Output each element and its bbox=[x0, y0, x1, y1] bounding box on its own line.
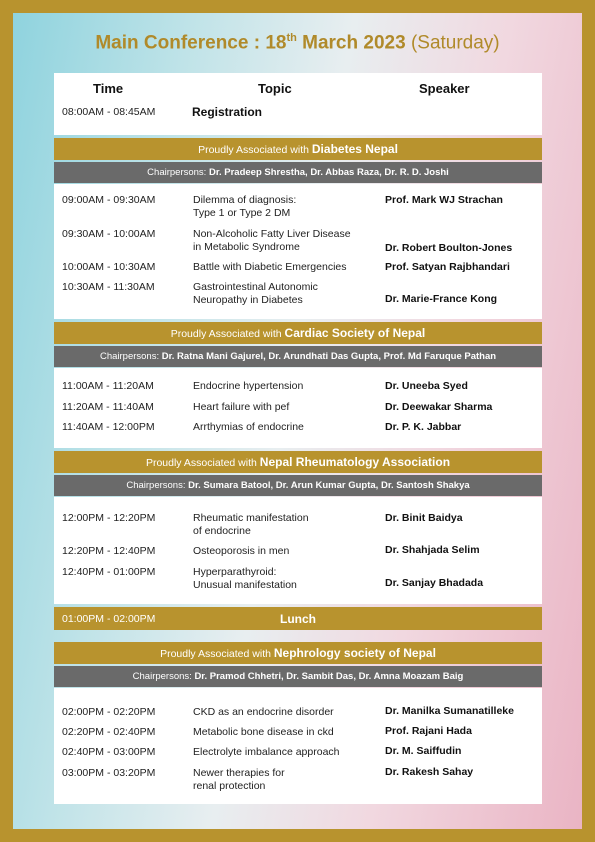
session-topic: Arrthymias of endocrine bbox=[193, 421, 304, 433]
session-topic: Osteoporosis in men bbox=[193, 545, 290, 557]
session-time: 11:40AM - 12:00PM bbox=[62, 421, 155, 433]
session-speaker: Dr. Marie-France Kong bbox=[385, 293, 498, 305]
chairpersons-bar: Chairpersons: Dr. Ratna Mani Gajurel, Dr. Arundhati Das Gupta, Prof. Md Faruque Pathan bbox=[54, 346, 542, 367]
session-time: 12:40PM - 01:00PM bbox=[62, 566, 156, 578]
session-topic: Battle with Diabetic Emergencies bbox=[193, 261, 347, 273]
session-topic: Rheumatic manifestation of endocrine bbox=[193, 512, 309, 537]
session-speaker: Dr. Binit Baidya bbox=[385, 512, 463, 524]
session-speaker: Dr. Robert Boulton-Jones bbox=[385, 242, 513, 254]
session-time: 11:00AM - 11:20AM bbox=[62, 380, 154, 392]
session-topic: Heart failure with pef bbox=[193, 401, 290, 413]
session-time: 03:00PM - 03:20PM bbox=[62, 767, 156, 779]
page-title: Main Conference : 18th March 2023 (Saturday) bbox=[95, 32, 500, 54]
column-header-time: Time bbox=[93, 81, 124, 96]
session-speaker: Prof. Satyan Rajbhandari bbox=[385, 261, 510, 273]
association-bar: Proudly Associated with Diabetes Nepal bbox=[54, 138, 542, 160]
association-bar: Proudly Associated with Nepal Rheumatology Association bbox=[54, 451, 542, 473]
session-speaker: Dr. P. K. Jabbar bbox=[385, 421, 462, 433]
lunch-label: Lunch bbox=[280, 612, 316, 626]
session-time: 02:20PM - 02:40PM bbox=[62, 726, 156, 738]
session-time: 11:20AM - 11:40AM bbox=[62, 401, 154, 413]
session-speaker: Prof. Rajani Hada bbox=[385, 725, 472, 737]
association-bar: Proudly Associated with Nephrology society of Nepal bbox=[54, 642, 542, 664]
session-topic: Electrolyte imbalance approach bbox=[193, 746, 340, 758]
session-time: 10:30AM - 11:30AM bbox=[62, 281, 155, 293]
session-time: 02:40PM - 03:00PM bbox=[62, 746, 156, 758]
association-bar: Proudly Associated with Cardiac Society of Nepal bbox=[54, 322, 542, 344]
session-time: 12:20PM - 12:40PM bbox=[62, 545, 156, 557]
session-speaker: Dr. Shahjada Selim bbox=[385, 544, 480, 556]
session-time: 09:00AM - 09:30AM bbox=[62, 194, 156, 206]
chairpersons-bar: Chairpersons: Dr. Pradeep Shrestha, Dr. Abbas Raza, Dr. R. D. Joshi bbox=[54, 162, 542, 183]
session-topic: Hyperparathyroid: Unusual manifestation bbox=[193, 566, 297, 591]
session-speaker: Dr. Uneeba Syed bbox=[385, 380, 468, 392]
session-topic: Metabolic bone disease in ckd bbox=[193, 726, 334, 738]
session-speaker: Dr. Rakesh Sahay bbox=[385, 766, 474, 778]
session-time: 12:00PM - 12:20PM bbox=[62, 512, 156, 524]
session-time: 10:00AM - 10:30AM bbox=[62, 261, 156, 273]
session-speaker: Dr. Sanjay Bhadada bbox=[385, 577, 484, 589]
session-time: 09:30AM - 10:00AM bbox=[62, 228, 156, 240]
session-topic: CKD as an endocrine disorder bbox=[193, 706, 334, 718]
registration-time: 08:00AM - 08:45AM bbox=[62, 106, 156, 118]
session-topic: Gastrointestinal Autonomic Neuropathy in Diabetes bbox=[193, 281, 318, 306]
column-header-speaker: Speaker bbox=[419, 81, 470, 96]
session-topic: Newer therapies for renal protection bbox=[193, 767, 285, 792]
chairpersons-bar: Chairpersons: Dr. Sumara Batool, Dr. Arun Kumar Gupta, Dr. Santosh Shakya bbox=[54, 475, 542, 496]
lunch-bar bbox=[54, 607, 542, 630]
chairpersons-bar: Chairpersons: Dr. Pramod Chhetri, Dr. Sambit Das, Dr. Amna Moazam Baig bbox=[54, 666, 542, 687]
session-topic: Endocrine hypertension bbox=[193, 380, 304, 392]
column-header-topic: Topic bbox=[258, 81, 292, 96]
session-speaker: Dr. Deewakar Sharma bbox=[385, 401, 493, 413]
session-topic: Non-Alcoholic Fatty Liver Disease in Metabolic Syndrome bbox=[193, 228, 351, 253]
session-speaker: Prof. Mark WJ Strachan bbox=[385, 194, 503, 206]
registration-label: Registration bbox=[192, 105, 263, 119]
session-speaker: Dr. M. Saiffudin bbox=[385, 745, 462, 757]
lunch-time: 01:00PM - 02:00PM bbox=[62, 613, 156, 625]
session-speaker: Dr. Manilka Sumanatilleke bbox=[385, 705, 514, 717]
session-topic: Dilemma of diagnosis: Type 1 or Type 2 DM bbox=[193, 194, 297, 219]
session-time: 02:00PM - 02:20PM bbox=[62, 706, 156, 718]
